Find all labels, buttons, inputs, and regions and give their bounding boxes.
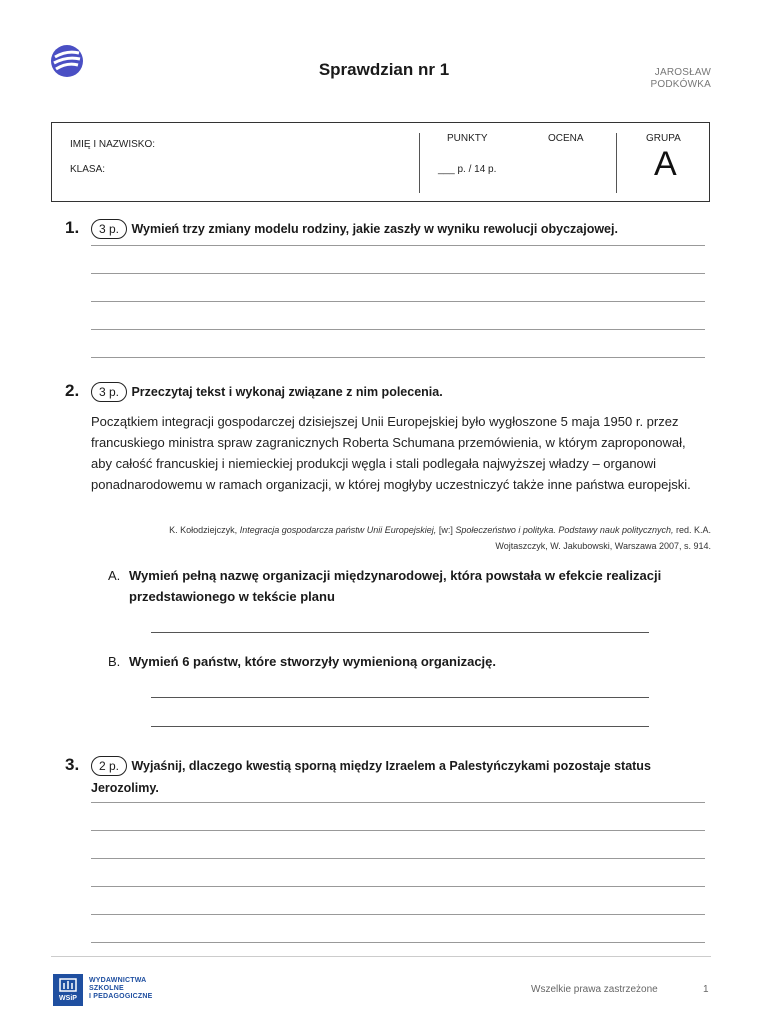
answer-line[interactable] [91,245,705,246]
answer-line[interactable] [91,357,705,358]
class-label: KLASA: [70,164,106,175]
answer-line[interactable] [91,830,705,831]
answer-line[interactable] [91,942,705,943]
question-1 [91,218,711,240]
subquestion-letter: A. [108,568,121,583]
answer-line[interactable] [151,726,649,727]
answer-line[interactable] [151,697,649,698]
answer-line[interactable] [91,329,705,330]
subquestion-a: Wymień pełną nazwę organizacji międzynarodowej, która powstała w efekcie realizacji przedstawionego w tekście planu [129,568,662,604]
group-value: A [654,145,677,183]
wsip-logo-icon: WSiP [53,974,83,1006]
grade-label: OCENA [548,133,584,144]
subquestion-b: Wymień 6 państw, które stworzyły wymienioną organizację. [129,654,496,669]
question-number: 2. [65,381,80,400]
question-text: Wymień trzy zmiany modelu rodziny, jakie zaszły w wyniku rewolucji obyczajowej. [131,222,618,236]
points-label: PUNKTY [447,133,488,144]
points-badge: 3 p. [91,219,127,239]
name-label: IMIĘ I NAZWISKO: [70,139,156,150]
question-2 [91,381,711,403]
divider [616,133,617,193]
answer-line[interactable] [91,802,705,803]
subquestion-letter: B. [108,654,121,669]
publisher-name: WYDAWNICTWA SZKOLNE I PEDAGOGICZNE [89,977,153,1000]
question-3 [91,755,711,799]
question-number: 3. [65,755,80,774]
points-badge: 3 p. [91,382,127,402]
footer-divider [51,956,711,957]
question-text: Wyjaśnij, dlaczego kwestią sporną między Izraelem a Palestyńczykami pozostaje status Jerozolimy. [91,759,651,795]
copyright-notice: Wszelkie prawa zastrzeżone [531,984,658,995]
question-number: 1. [65,218,80,237]
answer-line[interactable] [91,273,705,274]
answer-line[interactable] [91,858,705,859]
answer-line[interactable] [91,914,705,915]
answer-line[interactable] [151,632,649,633]
source-citation: K. Kołodziejczyk, Integracja gospodarcza państw Unii Europejskiej, [w:] Społeczeństwo i polityka. Podstawy nauk politycznych, red. K.A. Wojtaszczyk, W. Jakubowski, Warszawa 2007, s. 914. [169,525,711,551]
page-number: 1 [703,984,709,995]
group-label: GRUPA [646,133,681,144]
answer-line[interactable] [91,886,705,887]
page-title: Sprawdzian nr 1 [318,60,450,79]
answer-line[interactable] [91,301,705,302]
divider [419,133,420,193]
points-value: ___ p. / 14 p. [438,164,497,175]
author-name: JAROSŁAW PODKÓWKA [650,67,711,90]
points-badge: 2 p. [91,756,127,776]
source-paragraph: Początkiem integracji gospodarczej dzisiejszej Unii Europejskiej było wygłoszone 5 maja 1950 r. przez francuskiego ministra spraw zagranicznych Roberta Schumana przemówienia, w którym zaproponował, aby całość francuskiej i niemieckiej produkcji węgla i stali podlegała najwyższej władzy – organowi ponadnarodowemu w ramach organizacji, w której mogłyby uczestniczyć także inne państwa europejski. [91,414,691,492]
question-text: Przeczytaj tekst i wykonaj związane z nim polecenia. [131,385,443,399]
student-info-box [51,122,710,202]
